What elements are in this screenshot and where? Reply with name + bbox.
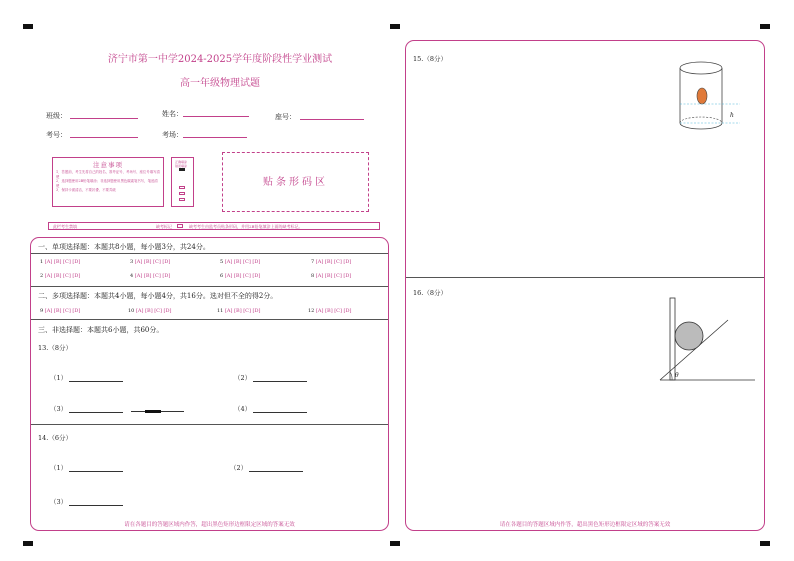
- mc-item-7[interactable]: 7 [A] [B] [C] [D]: [311, 259, 352, 265]
- mc-item-12[interactable]: 12 [A] [B] [C] [D]: [308, 308, 352, 314]
- q14-answer-line-1[interactable]: [69, 471, 123, 472]
- q13-answer-line-3[interactable]: [69, 412, 123, 413]
- absence-checkbox[interactable]: [177, 224, 183, 228]
- q13-answer-line-1[interactable]: [69, 381, 123, 382]
- fill-sample-text: 正确填涂 错误填涂: [175, 160, 188, 168]
- cylinder-bottom: [680, 123, 722, 129]
- wrong-sample-icon: [179, 198, 185, 201]
- fill-sample-box: [171, 157, 194, 207]
- object-blob-icon: [697, 88, 707, 104]
- section2-title: 二、多项选择题：本题共4小题，每小题4分，共16分。选对但不全的得2分。: [38, 292, 278, 300]
- answer-panel-left: [30, 237, 389, 531]
- alignment-mark: [760, 24, 770, 29]
- seat-field[interactable]: [300, 119, 364, 120]
- mc-item-5[interactable]: 5 [A] [B] [C] [D]: [220, 259, 261, 265]
- q14-answer-line-2[interactable]: [249, 471, 303, 472]
- alignment-mark: [23, 541, 33, 546]
- mc-item-4[interactable]: 4 [A] [B] [C] [D]: [130, 273, 171, 279]
- school-title: 济宁市第一中学2024-2025学年度阶段性学业测试: [107, 54, 333, 65]
- exam-no-label: 考号：: [46, 131, 67, 139]
- divider: [406, 277, 764, 278]
- q13-answer-label-1: （1）: [50, 374, 68, 382]
- divider: [31, 319, 388, 320]
- h-label: h: [730, 112, 734, 119]
- class-label: 班级：: [46, 112, 67, 120]
- theta-label: θ: [675, 372, 679, 379]
- q13-answer-line-4[interactable]: [253, 412, 307, 413]
- name-field[interactable]: [183, 116, 249, 117]
- barcode-area: [222, 152, 369, 212]
- q15-label: 15.（8分）: [413, 55, 447, 63]
- footer-note-left: 请在各题目的答题区域内作答，超出黑色矩形边框限定区域的答案无效: [124, 522, 295, 528]
- room-label: 考场：: [162, 131, 183, 139]
- section1-title: 一、单项选择题：本题共8小题，每小题3分，共24分。: [38, 243, 210, 251]
- notice-box: [52, 157, 164, 207]
- mc-item-11[interactable]: 11 [A] [B] [C] [D]: [217, 308, 261, 314]
- notice-title: 注意事项: [93, 161, 123, 169]
- mc-item-8[interactable]: 8 [A] [B] [C] [D]: [311, 273, 352, 279]
- alignment-mark: [760, 541, 770, 546]
- q13-answer-label-2: （2）: [234, 374, 252, 382]
- q14-answer-label-2: （2）: [230, 464, 248, 472]
- exam-no-field[interactable]: [70, 137, 138, 138]
- notice-line: 3．保持卡面清洁，不要折叠、不要弄破: [56, 188, 116, 193]
- alignment-mark: [23, 24, 33, 29]
- absence-strip-right: 缺考考生由监考员贴条形码，并用2B铅笔填涂上面的缺考标记。: [189, 224, 303, 229]
- footer-note-right: 请在各题目的答题区域内作答，超出黑色矩形边框限定区域的答案无效: [499, 522, 671, 528]
- incline-diagram: [655, 296, 760, 384]
- exam-title: 高一年级物理试题: [180, 78, 260, 89]
- wrong-sample-icon: [179, 192, 185, 195]
- q14-answer-label-3: （3）: [50, 498, 68, 506]
- notice-body: [53, 169, 163, 194]
- notice-line: 1．答题前，考生先将自己的姓名、准考证号、考场号、座位号填写清楚: [56, 170, 160, 179]
- q13-mark: [145, 410, 161, 413]
- q13-answer-line-2[interactable]: [253, 381, 307, 382]
- notice-line: 2．选择题使用2B铅笔填涂；非选择题使用黑色碳素笔书写，笔迹清楚: [56, 179, 158, 188]
- divider: [31, 253, 388, 254]
- cylinder-diagram: [668, 55, 748, 137]
- q13-answer-label-4: （4）: [234, 405, 252, 413]
- mc-item-9[interactable]: 9 [A] [B] [C] [D]: [40, 308, 81, 314]
- q14-answer-line-3[interactable]: [69, 505, 123, 506]
- mc-item-6[interactable]: 6 [A] [B] [C] [D]: [220, 273, 261, 279]
- q14-answer-label-1: （1）: [50, 464, 68, 472]
- sphere-icon: [675, 322, 703, 350]
- filled-sample-icon: [179, 168, 185, 171]
- q16-label: 16.（8分）: [413, 289, 447, 297]
- mc-item-2[interactable]: 2 [A] [B] [C] [D]: [40, 273, 81, 279]
- alignment-mark: [390, 24, 400, 29]
- absence-strip: [48, 222, 380, 230]
- class-field[interactable]: [70, 118, 138, 119]
- q14-label: 14.（6分）: [38, 434, 72, 442]
- mc-item-1[interactable]: 1 [A] [B] [C] [D]: [40, 259, 81, 265]
- absence-strip-middle: 缺考标记: [156, 224, 172, 229]
- cylinder-bottom-hidden: [680, 117, 722, 123]
- mc-item-3[interactable]: 3 [A] [B] [C] [D]: [130, 259, 171, 265]
- divider: [31, 424, 388, 425]
- room-field[interactable]: [183, 137, 247, 138]
- mc-item-10[interactable]: 10 [A] [B] [C] [D]: [128, 308, 172, 314]
- barcode-label: 贴条形码区: [263, 177, 328, 188]
- q13-answer-label-3: （3）: [50, 405, 68, 413]
- divider: [31, 286, 388, 287]
- absence-strip-left: 此栏考生禁填: [53, 224, 77, 229]
- wrong-sample-icon: [179, 186, 185, 189]
- seat-label: 座号：: [275, 113, 296, 121]
- cylinder-top-icon: [680, 62, 722, 74]
- section3-title: 三、非选择题：本题共6小题，共60分。: [38, 326, 164, 334]
- q13-label: 13.（8分）: [38, 344, 72, 352]
- name-label: 姓名：: [162, 110, 183, 118]
- alignment-mark: [390, 541, 400, 546]
